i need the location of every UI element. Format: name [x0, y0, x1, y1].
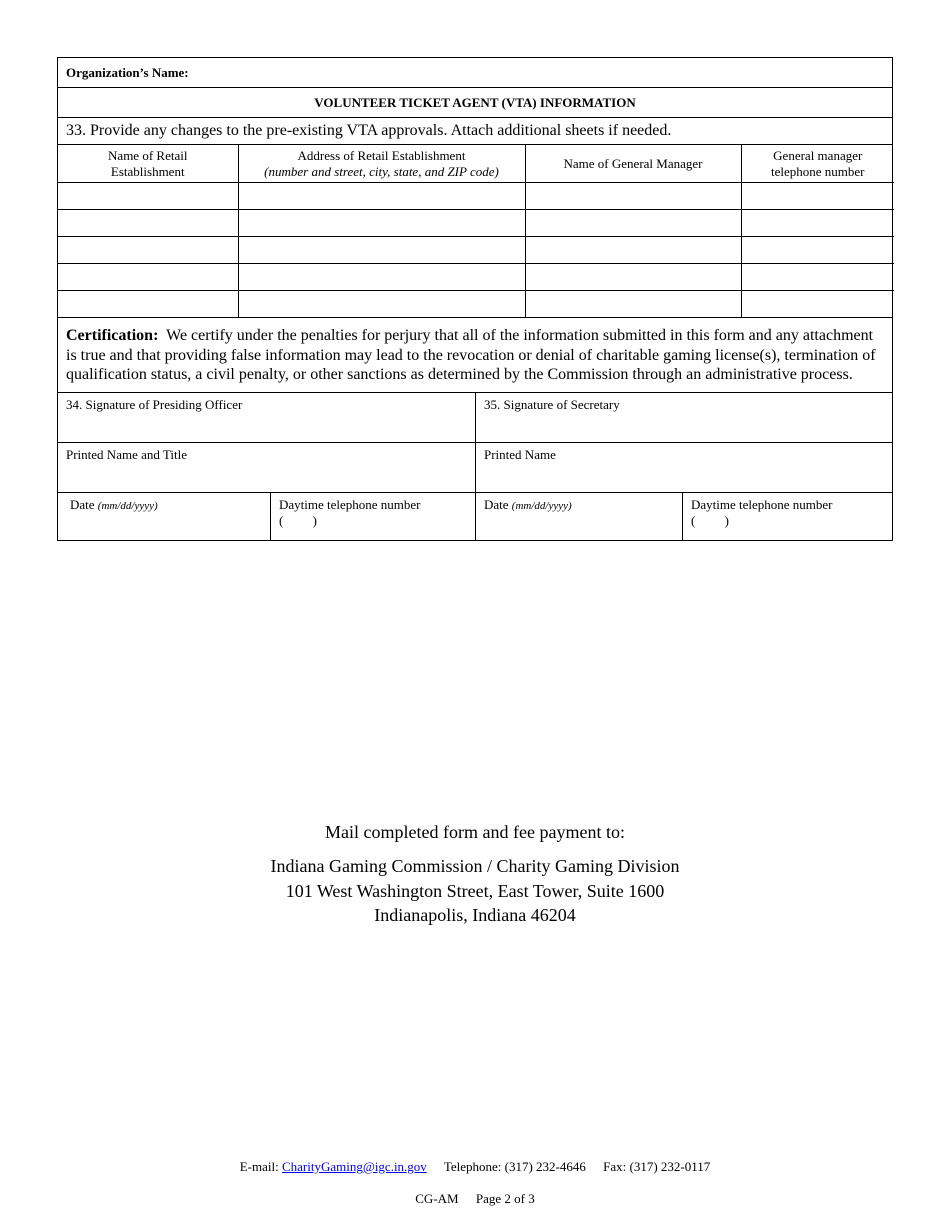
question-33: 33. Provide any changes to the pre-existing VTA approvals. Attach additional sheets if needed. [58, 118, 892, 145]
col-manager-header: Name of General Manager [525, 145, 741, 183]
date-phone-row [58, 493, 892, 540]
organization-name-label: Organization’s Name: [66, 65, 189, 80]
manager-cell[interactable] [525, 183, 741, 210]
fax: Fax: (317) 232-0117 [603, 1159, 711, 1174]
address-cell[interactable] [238, 237, 525, 264]
address-cell[interactable] [238, 183, 525, 210]
secretary-phone-field[interactable]: Daytime telephone number ( ) [691, 496, 833, 528]
footer-page-info [0, 1191, 950, 1207]
signature-row [58, 393, 892, 443]
table-row [58, 237, 894, 264]
telephone: Telephone: (317) 232-4646 [443, 1159, 586, 1174]
mail-heading: Mail completed form and fee payment to: [325, 822, 625, 842]
vta-table [58, 145, 894, 317]
retail-name-cell[interactable] [58, 210, 238, 237]
address-cell[interactable] [238, 291, 525, 318]
table-row [58, 291, 894, 318]
address-line-1: Indiana Gaming Commission / Charity Gaming Division [270, 856, 680, 876]
form-code: CG-AM [415, 1191, 459, 1206]
secretary-signature-field[interactable]: 35. Signature of Secretary [484, 396, 620, 412]
address-line-2: 101 West Washington Street, East Tower, Suite 1600 [285, 880, 665, 901]
phone-cell[interactable] [741, 237, 894, 264]
footer-contact [0, 1159, 950, 1175]
table-row [58, 264, 894, 291]
col-phone-header: General manager telephone number [741, 145, 894, 183]
manager-cell[interactable] [525, 291, 741, 318]
phone-cell[interactable] [741, 183, 894, 210]
mailing-address [0, 854, 950, 928]
presiding-phone-field[interactable]: Daytime telephone number ( ) [271, 493, 476, 540]
organization-name-field[interactable] [58, 58, 892, 88]
manager-cell[interactable] [525, 264, 741, 291]
phone-cell[interactable] [741, 291, 894, 318]
secretary-date-field[interactable]: Date (mm/dd/yyyy) [476, 493, 683, 540]
retail-name-cell[interactable] [58, 183, 238, 210]
email-link[interactable]: CharityGaming@igc.in.gov [281, 1159, 427, 1174]
presiding-officer-signature-field[interactable]: 34. Signature of Presiding Officer [58, 393, 476, 442]
col-retail-name-header: Name of Retail Establishment [58, 145, 238, 183]
retail-name-cell[interactable] [58, 291, 238, 318]
address-cell[interactable] [238, 210, 525, 237]
address-line-3: Indianapolis, Indiana 46204 [374, 905, 576, 925]
retail-name-cell[interactable] [58, 237, 238, 264]
address-cell[interactable] [238, 264, 525, 291]
printed-name-field[interactable]: Printed Name [484, 446, 556, 462]
phone-cell[interactable] [741, 210, 894, 237]
email-prefix: E-mail: [239, 1159, 279, 1174]
table-row [58, 210, 894, 237]
phone-cell[interactable] [741, 264, 894, 291]
certification-statement [58, 318, 892, 393]
col-address-header: Address of Retail Establishment (number and street, city, state, and ZIP code) [238, 145, 525, 183]
vta-table-header [58, 145, 894, 183]
presiding-date-field[interactable]: Date (mm/dd/yyyy) [58, 493, 271, 540]
vta-form [57, 57, 893, 541]
page-number: Page 2 of 3 [475, 1191, 535, 1206]
certification-label: Certification: [66, 327, 159, 344]
manager-cell[interactable] [525, 210, 741, 237]
vta-table-wrapper [58, 145, 892, 318]
retail-name-cell[interactable] [58, 264, 238, 291]
table-row [58, 183, 894, 210]
manager-cell[interactable] [525, 237, 741, 264]
printed-name-title-field[interactable]: Printed Name and Title [58, 443, 476, 492]
certification-text: We certify under the penalties for perjury that all of the information submitted in this form and any attachment is true and that providing false information may lead to the revocation or denial of charitable gaming license(s), termination of qualification status, a civil penalty, or other sanctions as determined by the Commission through an administrative process. [66, 327, 876, 383]
printed-name-row [58, 443, 892, 493]
section-title: VOLUNTEER TICKET AGENT (VTA) INFORMATION [58, 88, 892, 118]
